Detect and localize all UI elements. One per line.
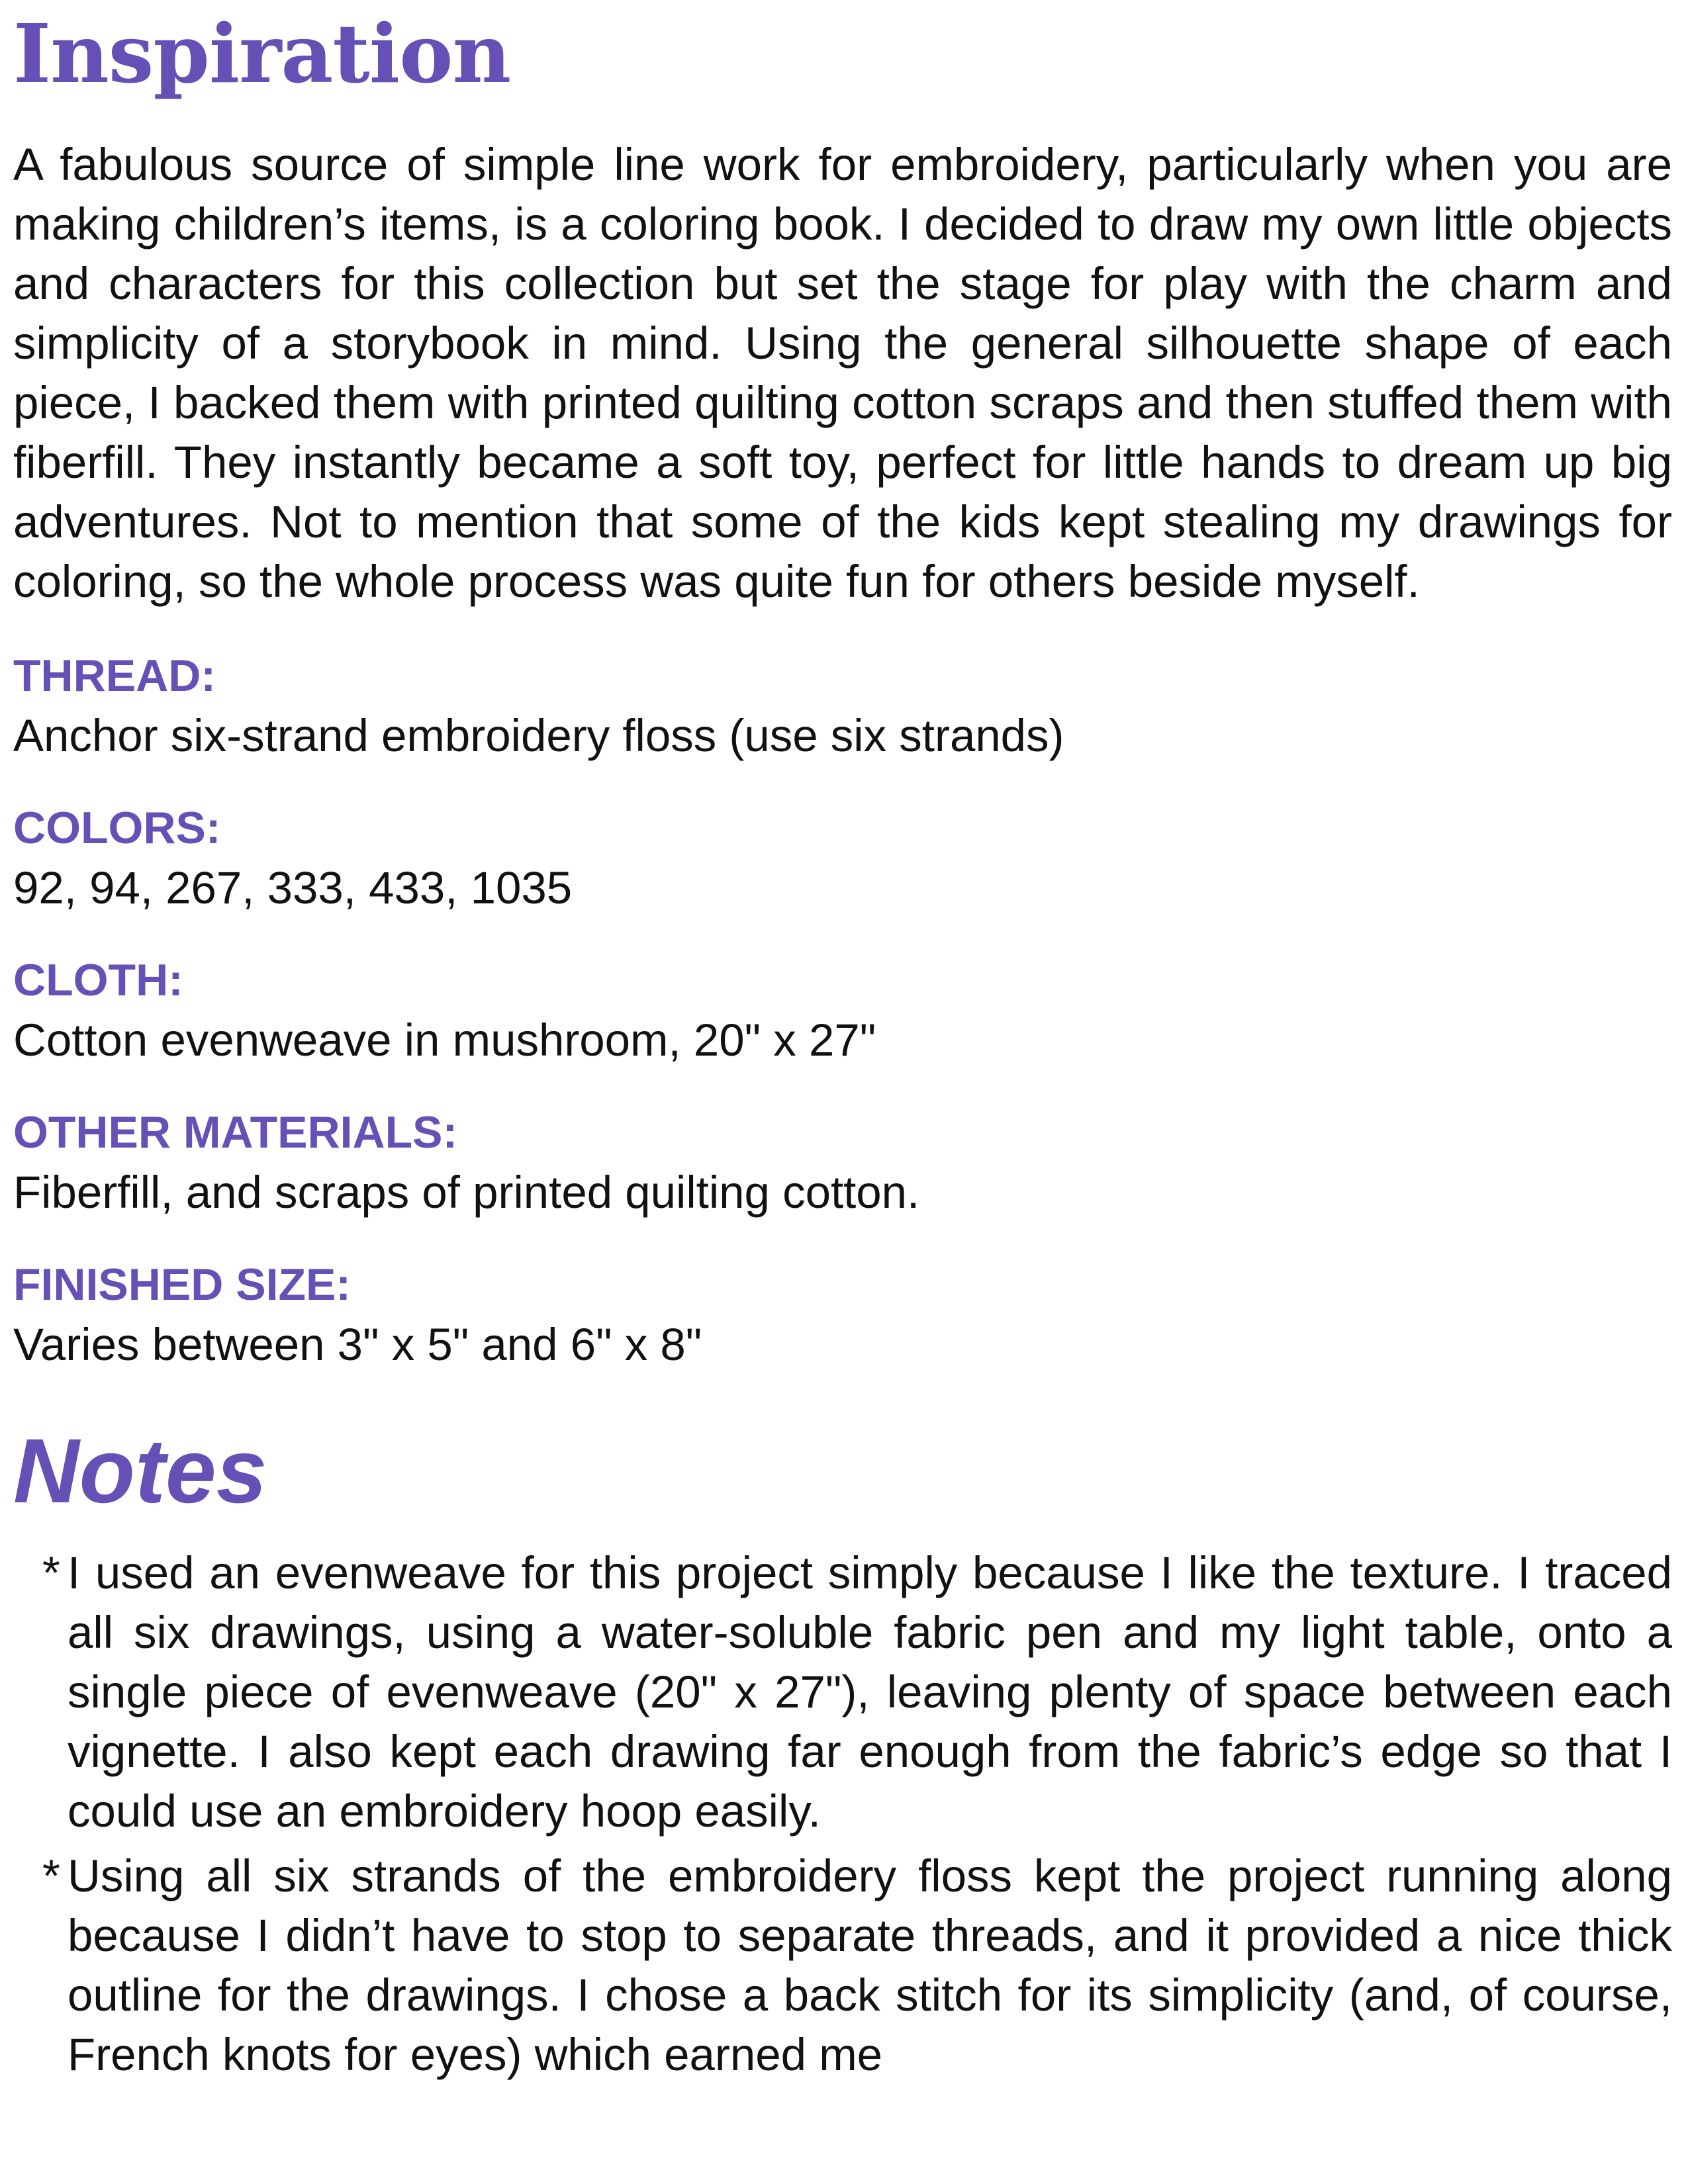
spec-other-materials xyxy=(13,1107,1672,1227)
inspiration-paragraph: A fabulous source of simple line work for embroidery, particularly when you are making children’s items, is a coloring book. I decided to draw my own little objects and characters for this collection but set the stage for play with the charm and simplicity of a storybook in mind. Using the general silhouette shape of each piece, I backed them with printed quilting cotton scraps and then stuffed them with fiberfill. They instantly became a soft toy, perfect for little hands to dream up big adventures. Not to mention that some of the kids kept stealing my drawings for coloring, so the whole process was quite fun for others beside myself. xyxy=(13,139,1672,607)
notes-heading: Notes xyxy=(13,1420,267,1522)
note-bullet: * xyxy=(42,1850,60,1901)
spec-value: 92, 94, 267, 333, 433, 1035 xyxy=(13,862,573,913)
spec-thread xyxy=(13,650,1672,770)
spec-label: THREAD: xyxy=(13,651,216,701)
spec-value: Cotton evenweave in mushroom, 20" x 27" xyxy=(13,1015,876,1066)
spec-value: Anchor six-strand embroidery floss (use six strands) xyxy=(13,710,1064,761)
spec-colors xyxy=(13,802,1672,923)
spec-value: Fiberfill, and scraps of printed quilting cotton. xyxy=(13,1167,920,1218)
note-item xyxy=(13,1846,1672,2085)
note-text: I used an evenweave for this project simply because I like the texture. I traced all six drawings, using a water-soluble fabric pen and my light table, onto a single piece of evenweave (20" x 27"), leaving plenty of space between each vignette. I also kept each drawing far enough from the fabric’s edge so that I could use an embroidery hoop easily. xyxy=(68,1547,1672,1837)
note-item xyxy=(13,1543,1672,1841)
spec-finished-size xyxy=(13,1259,1672,1379)
spec-label: OTHER MATERIALS: xyxy=(13,1107,458,1158)
spec-label: COLORS: xyxy=(13,803,221,853)
inspiration-heading: Inspiration xyxy=(13,6,511,101)
document-page xyxy=(13,0,1672,2090)
spec-value: Varies between 3" x 5" and 6" x 8" xyxy=(13,1319,702,1370)
notes-list xyxy=(13,1543,1672,2085)
spec-label: FINISHED SIZE: xyxy=(13,1259,352,1310)
note-text: Using all six strands of the embroidery floss kept the project running along because I didn’t have to stop to separate threads, and it provided a nice thick outline for the drawings. I chose a back stitch for its simplicity (and, of course, French knots for eyes) which earned me xyxy=(68,1850,1672,2080)
spec-cloth xyxy=(13,954,1672,1075)
spec-label: CLOTH: xyxy=(13,955,183,1005)
note-bullet: * xyxy=(42,1547,60,1598)
